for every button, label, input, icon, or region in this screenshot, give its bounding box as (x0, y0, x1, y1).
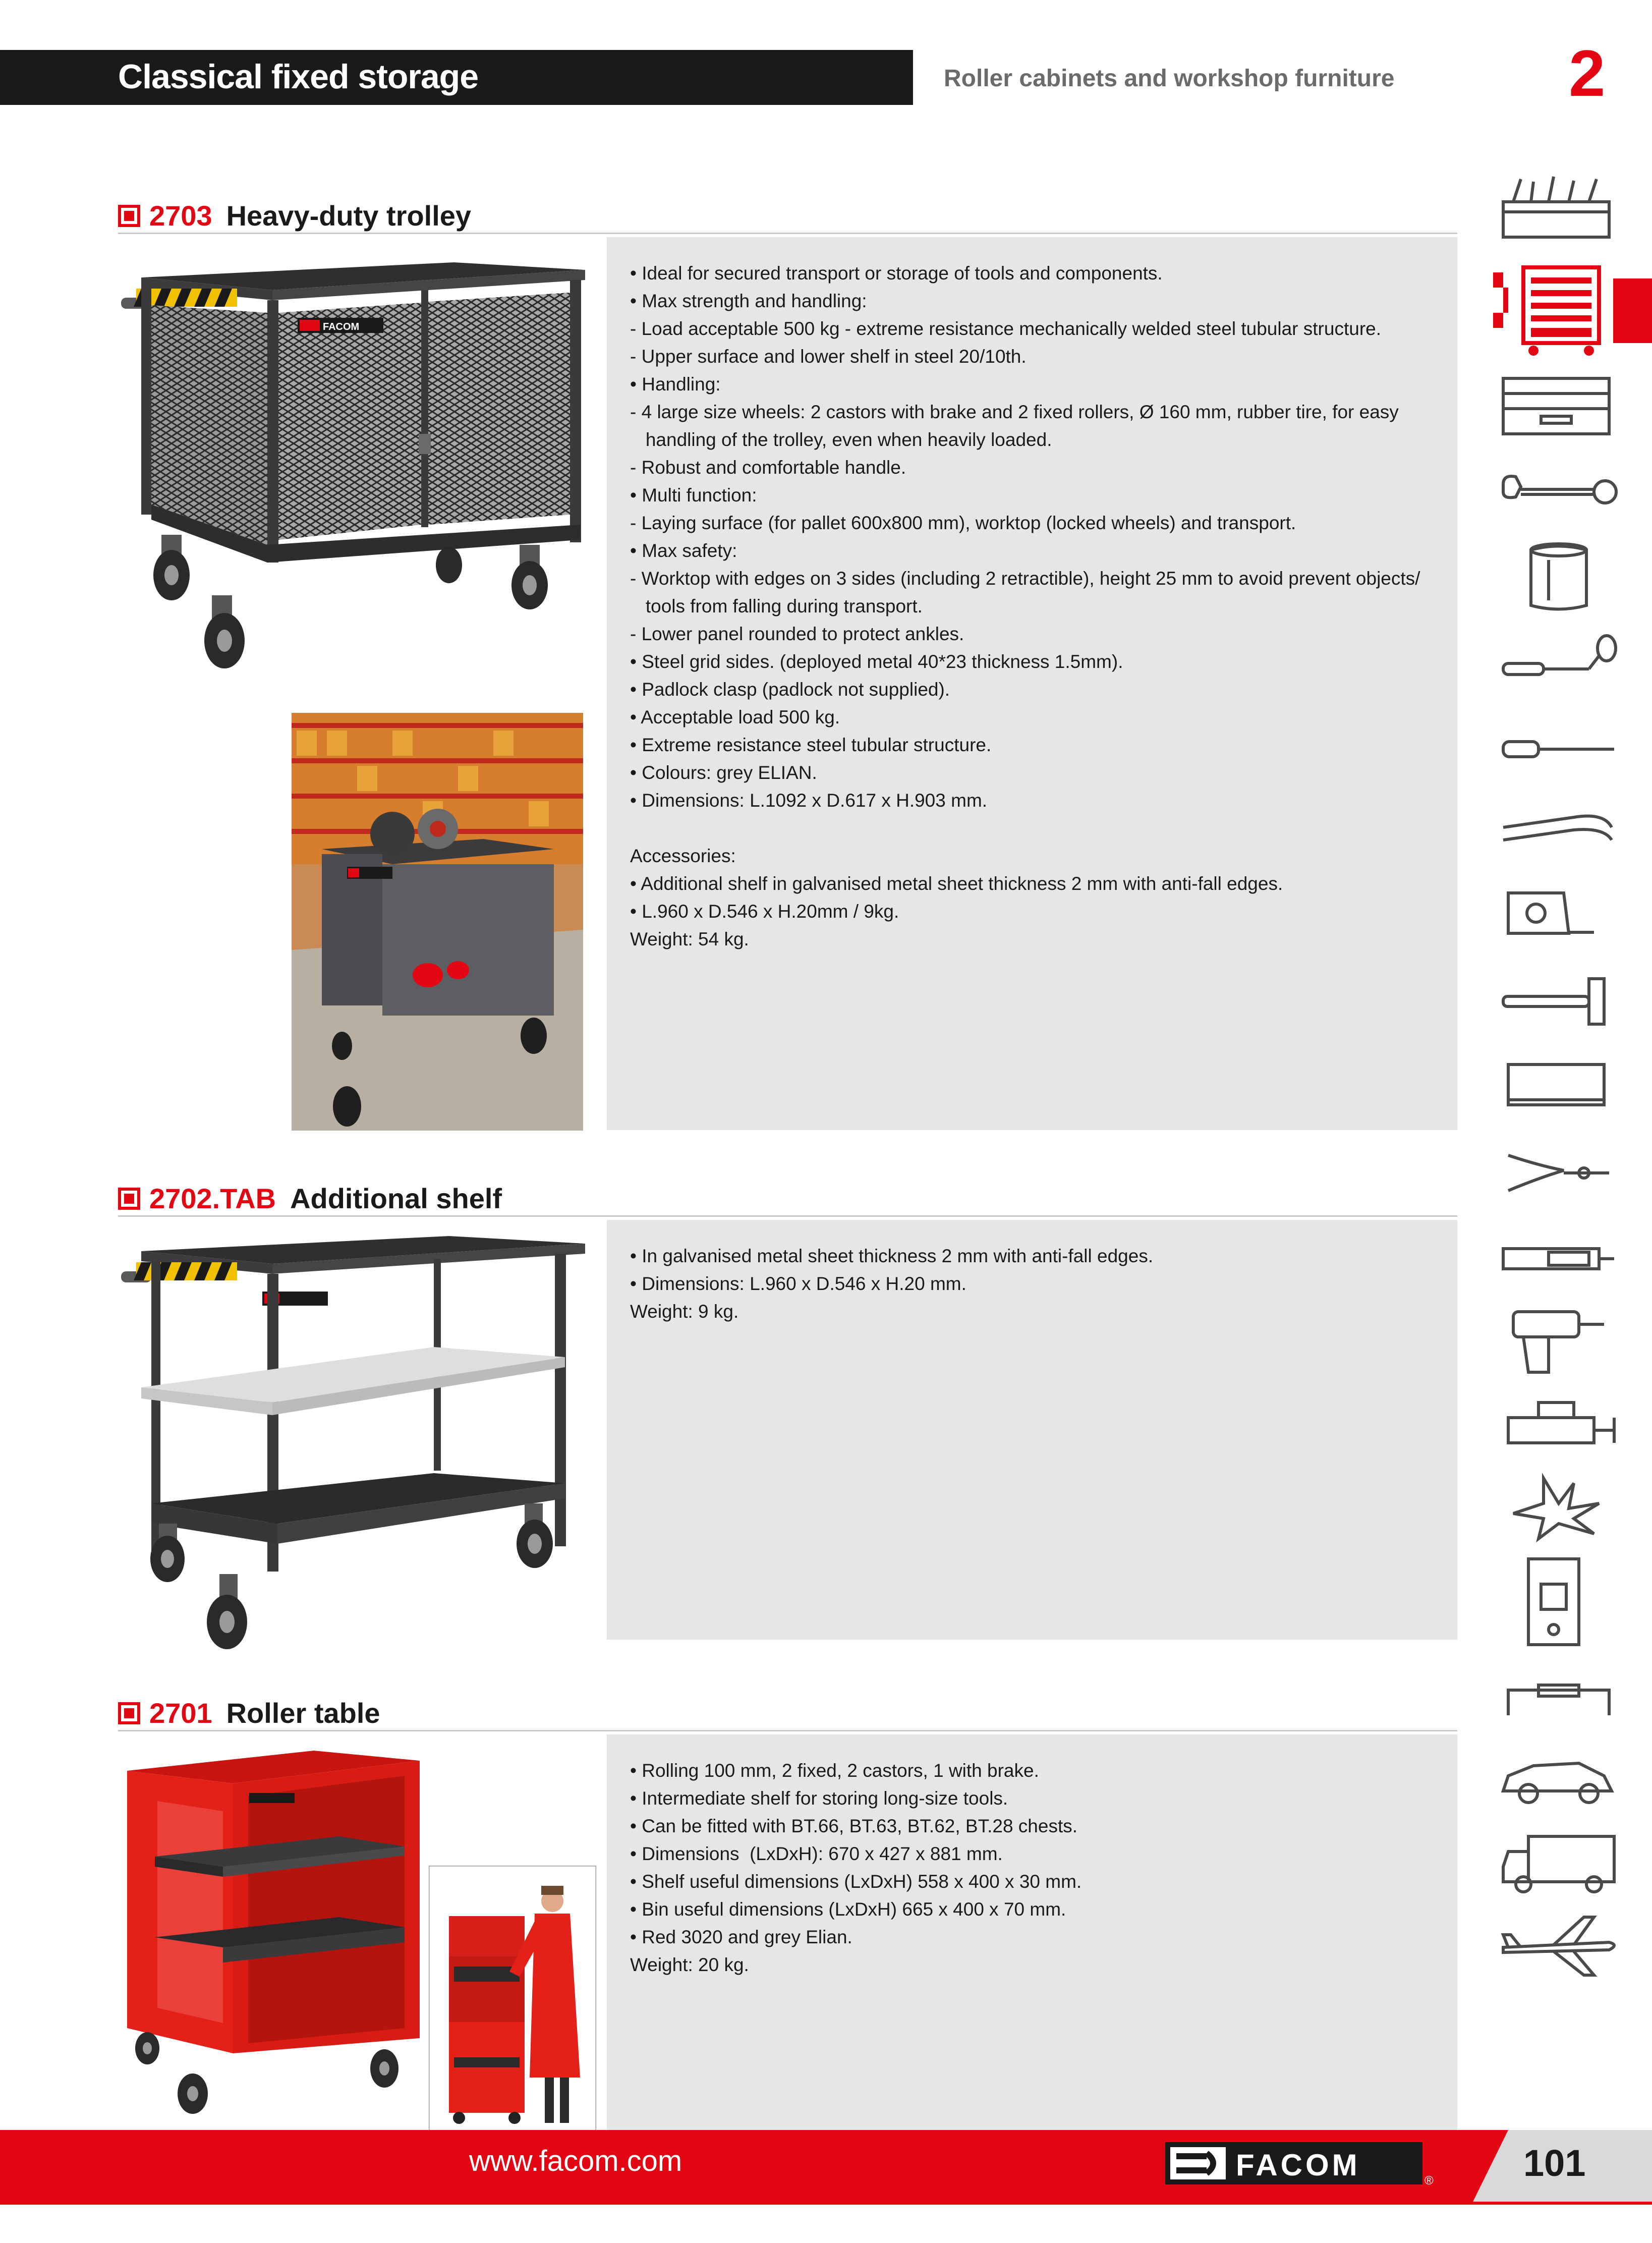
description-line: • Additional shelf in galvanised metal sheet thickness 2 mm with anti-fall edges. (630, 873, 1283, 894)
tool-box-icon[interactable] (1493, 172, 1624, 247)
description-line (630, 814, 1437, 842)
description-line: • In galvanised metal sheet thickness 2 mm with anti-fall edges. (630, 1246, 1154, 1266)
footer-url-link[interactable]: www.facom.com (469, 2145, 682, 2177)
roller-table-usage-photo (429, 1866, 596, 2133)
section-heading-2701 (118, 1697, 380, 1729)
hammer-icon[interactable] (1493, 964, 1624, 1039)
section-rule (118, 1730, 1457, 1731)
description-line: Weight: 9 kg. (630, 1301, 739, 1322)
section-rule (118, 233, 1457, 234)
description-line: • Can be fitted with BT.66, BT.63, BT.62, BT.28 chests. (630, 1816, 1078, 1836)
description-line: handling of the trolley, even when heavily loaded. (630, 429, 1052, 450)
description-line: - Laying surface (for pallet 600x800 mm), worktop (locked wheels) and transport. (630, 513, 1296, 533)
product-name: Additional shelf (290, 1183, 502, 1214)
description-line: • Red 3020 and grey Elian. (630, 1927, 852, 1947)
description-line: • Ideal for secured transport or storage of tools and components. (630, 263, 1163, 284)
trolley-label-text: FACOM (323, 321, 360, 332)
puller-icon[interactable] (1493, 1135, 1624, 1211)
combination-wrench-icon[interactable] (1493, 454, 1624, 530)
red-square-bullet-icon (118, 1702, 140, 1724)
water-pump-pliers-icon[interactable] (1493, 792, 1624, 868)
registered-mark: ® (1425, 2174, 1434, 2188)
description-line: • Extreme resistance steel tubular structure. (630, 735, 992, 755)
description-line: • L.960 x D.546 x H.20mm / 9kg. (630, 901, 899, 922)
electrical-breaker-icon[interactable] (1493, 1554, 1624, 1650)
product-code: 2701 (149, 1697, 212, 1729)
roller-table-image (117, 1741, 430, 2129)
impact-wrench-icon[interactable] (1493, 1302, 1624, 1377)
description-line: • Acceptable load 500 kg. (630, 707, 840, 727)
socket-icon[interactable] (1493, 540, 1624, 615)
page-number: 101 (1523, 2142, 1586, 2184)
facom-logo-text: FACOM (1236, 2148, 1360, 2182)
heavy-duty-trolley-image (116, 242, 595, 676)
description-panel-2701 (607, 1734, 1457, 2154)
description-line: • Bin useful dimensions (LxDxH) 665 x 400 x 70 mm. (630, 1899, 1066, 1920)
description-line: • Rolling 100 mm, 2 fixed, 2 castors, 1 with brake. (630, 1760, 1039, 1781)
red-square-bullet-icon (118, 1188, 140, 1210)
product-code: 2703 (149, 200, 212, 232)
screwdriver-icon[interactable] (1493, 711, 1624, 787)
page-title: Classical fixed storage (118, 58, 479, 96)
description-line: • Handling: (630, 374, 721, 395)
chapter-number: 2 (1569, 36, 1606, 110)
section-heading-2703 (118, 199, 471, 232)
additional-shelf-image (121, 1221, 595, 1655)
insulated-handle-icon[interactable] (1493, 1660, 1624, 1735)
description-line: Weight: 20 kg. (630, 1954, 749, 1975)
red-square-bullet-icon (118, 205, 140, 227)
product-name: Heavy-duty trolley (226, 200, 472, 232)
product-name: Roller table (226, 1697, 380, 1729)
vice-icon[interactable] (1493, 1387, 1624, 1463)
section-rule (118, 1215, 1457, 1217)
description-line: • Intermediate shelf for storing long-size tools. (630, 1788, 1008, 1809)
description-line: • Colours: grey ELIAN. (630, 762, 817, 783)
description-line: • Dimensions: L.960 x D.546 x H.20 mm. (630, 1273, 966, 1294)
description-line: Accessories: (630, 846, 736, 866)
trolley-workshop-photo (292, 713, 583, 1131)
section-heading-2702-tab (118, 1182, 502, 1215)
description-line: - Load acceptable 500 kg - extreme resistance mechanically welded steel tubular structure. (630, 318, 1381, 339)
description-line: • Max safety: (630, 540, 737, 561)
description-line: • Max strength and handling: (630, 291, 867, 311)
description-line: Weight: 54 kg. (630, 929, 749, 949)
description-line: - Robust and comfortable handle. (630, 457, 906, 478)
product-code: 2702.TAB (149, 1183, 276, 1214)
car-icon[interactable] (1493, 1741, 1624, 1816)
tape-measure-icon[interactable] (1493, 878, 1624, 954)
airplane-icon[interactable] (1493, 1907, 1624, 1983)
ratchet-screwdriver-icon[interactable] (1493, 626, 1624, 701)
description-line: • Shelf useful dimensions (LxDxH) 558 x 400 x 30 mm. (630, 1871, 1082, 1892)
torque-tester-icon[interactable] (1493, 1221, 1624, 1297)
description-line: • Multi function: (630, 485, 757, 506)
description-line: - Lower panel rounded to protect ankles. (630, 624, 964, 644)
description-panel-2703 (607, 237, 1457, 1130)
truck-icon[interactable] (1493, 1826, 1624, 1902)
hacksaw-icon[interactable] (1493, 1049, 1624, 1125)
description-line: • Padlock clasp (padlock not supplied). (630, 679, 950, 700)
safety-tools-icon[interactable] (1493, 1468, 1624, 1544)
description-line: - 4 large size wheels: 2 castors with brake and 2 fixed rollers, Ø 160 mm, rubber tire, for easy (630, 402, 1399, 422)
description-line: - Upper surface and lower shelf in steel 20/10th. (630, 346, 1027, 367)
facom-logo (1165, 2142, 1438, 2188)
description-line: • Dimensions: L.1092 x D.617 x H.903 mm. (630, 790, 988, 811)
footer-rule (0, 2202, 1652, 2205)
description-line: • Steel grid sides. (deployed metal 40*23 thickness 1.5mm). (630, 651, 1123, 672)
description-panel-2702-tab (607, 1220, 1457, 1640)
description-line: tools from falling during transport. (630, 596, 923, 616)
page-subtitle: Roller cabinets and workshop furniture (944, 65, 1395, 92)
description-line: • Dimensions (LxDxH): 670 x 427 x 881 mm. (630, 1843, 1003, 1864)
description-line: - Worktop with edges on 3 sides (including 2 retractible), height 25 mm to avoid prevent objects/ (630, 568, 1420, 589)
roller-cabinet-icon[interactable] (1493, 262, 1624, 358)
tool-chest-icon[interactable] (1493, 368, 1624, 444)
